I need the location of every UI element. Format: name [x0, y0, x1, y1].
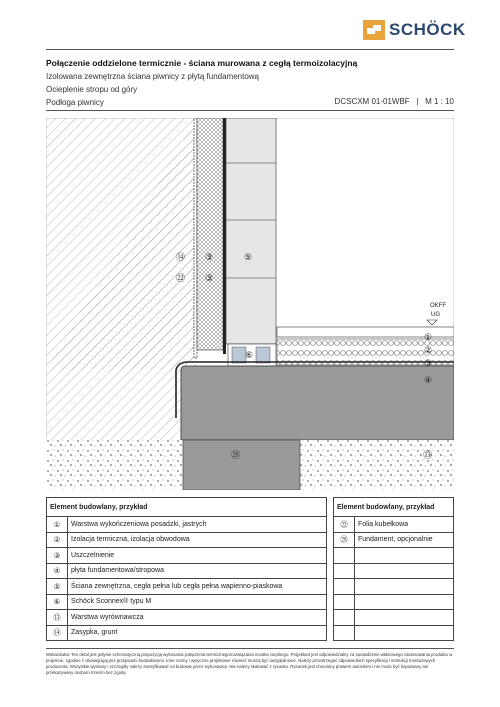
legend-num: ① [47, 517, 68, 533]
divider [46, 49, 454, 50]
legend-num: ㉒ [333, 517, 354, 533]
drawing-code-scale: DCSCXM 01-01WBF | M 1 : 10 [334, 97, 454, 106]
legend-num [333, 610, 354, 626]
legend-text: Ściana zewnętrzna, cegła pełna lub cegła pełna wapienno-piaskowa [68, 579, 327, 595]
table-row [47, 579, 454, 595]
subtitle-line-3: Podłoga piwnicy [46, 98, 104, 107]
subtitle-line-1: Izolowana zewnętrzna ściana piwnicy z płytą fundamentową [46, 72, 260, 81]
okff-label: OKFF [430, 303, 446, 309]
legend-num [333, 579, 354, 595]
legend-text: Uszczelnienie [68, 548, 327, 564]
drawing-label: ⑤ [244, 253, 253, 263]
legend-num [333, 563, 354, 579]
legend-num: ⑤ [47, 579, 68, 595]
detail-drawing [46, 118, 454, 490]
drawing-label: ⑬ [423, 451, 433, 461]
legend-num [333, 625, 354, 641]
legend-num [333, 594, 354, 610]
legend-text: Warstwa wyrównawcza [68, 610, 327, 626]
legend-num: ㉘ [333, 532, 354, 548]
legend-text: Izolacja termiczna, izolacja obwodowa [68, 532, 327, 548]
brand-name: SCHÖCK [389, 20, 466, 39]
subtitle-line-2: Ocieplenie stropu od góry [46, 85, 138, 94]
table-row [47, 610, 454, 626]
table-row [47, 517, 454, 533]
legend-text: Fundament, opcjonalnie [354, 532, 453, 548]
drawing-label: ④ [424, 376, 433, 386]
legend-text: Schöck Sconnex® typu M [68, 594, 327, 610]
page-title: Połączenie oddzielone termicznie - ściana murowana z cegłą termoizolacyjną [46, 58, 358, 68]
legend-header-right: Element budowlany, przykład [333, 498, 453, 517]
legend-text [354, 594, 453, 610]
legend-num: ⑥ [47, 594, 68, 610]
legend-num: ② [47, 532, 68, 548]
schock-logo-icon [363, 20, 385, 40]
legend-text: Warstwa wykończeniowa posadzki, jastrych [68, 517, 327, 533]
table-row [47, 563, 454, 579]
table-row [47, 625, 454, 641]
drawing-label: ⑥ [245, 351, 254, 361]
divider [46, 648, 454, 649]
legend-text: płyta fundamentowa/stropowa [68, 563, 327, 579]
drawing-label: ㉒ [176, 274, 186, 284]
legend-text [354, 610, 453, 626]
legend-text [354, 548, 453, 564]
legend-num [333, 548, 354, 564]
table-row [47, 532, 454, 548]
footer-note: Wskazówka: Ten detal jest jedynie schematyczną propozycją wykonania połączenia termicznego/rozwiązania mostka cieplnego. Projektant jest odpowiedzialny za sprawdzenie właściwego zastosowania produktu w projekcie, zgodnie z obowiązującymi przepisami budowlanymi. Inne normy i wytyczne projektowe również muszą być uwzględnione. Należy przestrzegać odpowiednich specyfikacji i instrukcji montażowych producenta. Wszystkie wymiary i szczegóły należy zweryfikować na budowie przez wykonawcę. Nie należy skalować z rysunku. Rysunek jest chroniony prawem autorskim i nie może być kopiowany ani przekazywany osobom trzecim bez zgody. [46, 652, 453, 675]
legend-text [354, 563, 453, 579]
legend-text [354, 579, 453, 595]
schock-logo [363, 20, 466, 40]
divider [46, 110, 454, 111]
drawing-label: ③ [205, 274, 214, 284]
drawing-label: ② [424, 346, 433, 356]
ug-label: UG [431, 312, 440, 318]
table-row [47, 594, 454, 610]
legend-text [354, 625, 453, 641]
legend-table [46, 497, 454, 641]
legend-num: ⑭ [47, 625, 68, 641]
drawing-label: ⑭ [176, 253, 186, 263]
legend-num: ④ [47, 563, 68, 579]
drawing-label: ③ [424, 359, 433, 369]
drawing-label: ㉘ [231, 451, 241, 461]
drawing-label: ① [424, 333, 433, 343]
legend-num: ⑬ [47, 610, 68, 626]
legend-num: ③ [47, 548, 68, 564]
legend-header-left: Element budowlany, przykład [47, 498, 327, 517]
legend-text: Zasypka, grunt [68, 625, 327, 641]
drawing-label: ③ [205, 253, 214, 263]
table-row [47, 548, 454, 564]
legend-text: Folia kubełkowa [354, 517, 453, 533]
